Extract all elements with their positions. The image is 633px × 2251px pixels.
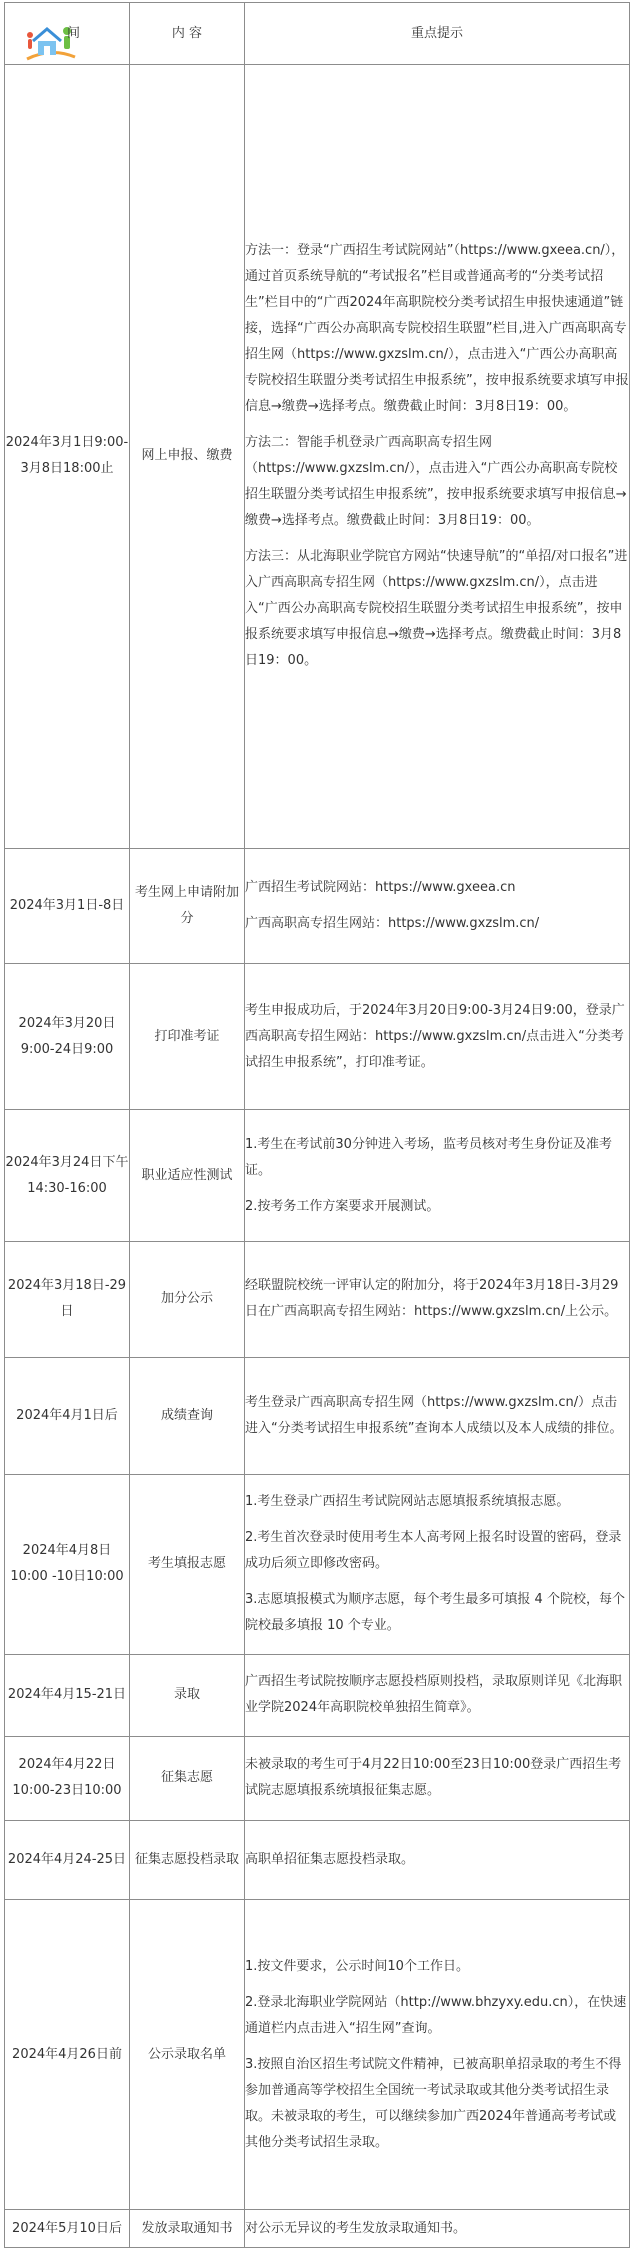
table-row <box>5 1900 630 2210</box>
row-time: 2024年3月20日9:00-24日9:00 <box>5 963 130 1110</box>
table-row <box>5 1736 630 1820</box>
table-header-row <box>5 3 630 65</box>
tip-paragraph: 方法三：从北海职业学院官方网站“快速导航”的“单招/对口报名”进入广西高职高专招生网（https://www.gxzslm.cn/），点击进入“广西公办高职高专院校招生联盟分类考试招生申报系统”，按申报系统要求填写申报信息→缴费→选择考点。缴费截止时间：3月8日19：00。 <box>245 549 628 669</box>
header-time: 间 <box>5 3 130 65</box>
row-time: 2024年3月1日-8日 <box>5 848 130 963</box>
row-time: 2024年4月26日前 <box>5 1900 130 2210</box>
row-tips <box>245 1820 630 1900</box>
row-content: 网上申报、缴费 <box>130 65 245 849</box>
row-tips <box>245 1357 630 1474</box>
tip-paragraph: 2.按考务工作方案要求开展测试。 <box>245 1198 440 1214</box>
row-content: 职业适应性测试 <box>130 1110 245 1242</box>
row-time: 2024年3月18日-29日 <box>5 1242 130 1357</box>
tip-paragraph: 经联盟院校统一评审认定的附加分，将于2024年3月18日-3月29日在广西高职高专招生网站：https://www.gxzslm.cn/上公示。 <box>245 1278 619 1320</box>
table-row <box>5 65 630 849</box>
row-tips <box>245 963 630 1110</box>
tip-paragraph: 1.考生在考试前30分钟进入考场，监考员核对考生身份证及准考证。 <box>245 1136 612 1178</box>
tip-paragraph: 3.志愿填报模式为顺序志愿，每个考生最多可填报 4 个院校，每个院校最多填报 10 个专业。 <box>245 1592 625 1634</box>
row-tips <box>245 1900 630 2210</box>
table-row <box>5 2210 630 2248</box>
row-tips <box>245 2210 630 2248</box>
tip-paragraph: 高职单招征集志愿投档录取。 <box>245 1851 415 1867</box>
tip-paragraph: 对公示无异议的考生发放录取通知书。 <box>245 2220 467 2236</box>
tip-paragraph: 广西招生考试院网站：https://www.gxeea.cn <box>245 879 516 895</box>
tip-paragraph: 方法一：登录“广西招生考试院网站”（https://www.gxeea.cn/），通过首页系统导航的“考试报名”栏目或普通高考的“分类考试招生”栏目中的“广西2024年高职院校分类考试招生申报快速通道”链接，选择“广西公办高职高专院校招生联盟”栏目,进入广西高职高专招生网（https://www.gxzslm.cn/），点击进入“广西公办高职高专院校招生联盟分类考试招生申报系统”，按申报系统要求填写申报信息→缴费→选择考点。缴费截止时间：3月8日19：00。 <box>245 243 629 415</box>
row-tips <box>245 1736 630 1820</box>
row-time: 2024年4月1日后 <box>5 1357 130 1474</box>
row-time: 2024年4月22日10:00-23日10:00 <box>5 1736 130 1820</box>
table-row <box>5 963 630 1110</box>
row-time: 2024年5月10日后 <box>5 2210 130 2248</box>
row-tips <box>245 848 630 963</box>
row-tips <box>245 1110 630 1242</box>
row-content: 公示录取名单 <box>130 1900 245 2210</box>
row-content: 录取 <box>130 1655 245 1737</box>
row-content: 发放录取通知书 <box>130 2210 245 2248</box>
row-content: 加分公示 <box>130 1242 245 1357</box>
tip-paragraph: 2.考生首次登录时使用考生本人高考网上报名时设置的密码，登录成功后须立即修改密码。 <box>245 1530 622 1572</box>
row-content: 征集志愿 <box>130 1736 245 1820</box>
row-tips <box>245 1474 630 1654</box>
header-tips: 重点提示 <box>245 3 630 65</box>
row-content: 考生填报志愿 <box>130 1474 245 1654</box>
row-content: 成绩查询 <box>130 1357 245 1474</box>
tip-paragraph: 广西高职高专招生网站：https://www.gxzslm.cn/ <box>245 915 540 931</box>
row-tips <box>245 1655 630 1737</box>
tip-paragraph: 1.按文件要求，公示时间10个工作日。 <box>245 1958 469 1974</box>
tip-paragraph: 2.登录北海职业学院网站（http://www.bhzyxy.edu.cn），在快速通道栏内点击进入“招生网”查询。 <box>245 1994 627 2036</box>
tip-paragraph: 3.按照自治区招生考试院文件精神，已被高职单招录取的考生不得参加普通高等学校招生全国统一考试录取或其他分类考试招生录取。未被录取的考生，可以继续参加广西2024年普通高考考试或其他分类考试招生录取。 <box>245 2056 622 2150</box>
tip-paragraph: 方法二：智能手机登录广西高职高专招生网（https://www.gxzslm.cn/），点击进入“广西公办高职高专院校招生联盟分类考试招生申报系统”，按申报系统要求填写申报信息→缴费→选择考点。缴费截止时间：3月8日19：00。 <box>245 435 627 529</box>
tip-paragraph: 广西招生考试院按顺序志愿投档原则投档，录取原则详见《北海职业学院2024年高职院校单独招生简章》。 <box>245 1674 623 1716</box>
header-content: 内 容 <box>130 3 245 65</box>
row-time: 2024年4月24-25日 <box>5 1820 130 1900</box>
tip-paragraph: 考生登录广西高职高专招生网（https://www.gxzslm.cn/）点击进入“分类考试招生申报系统”查询本人成绩以及本人成绩的排位。 <box>245 1394 623 1436</box>
tip-paragraph: 未被录取的考生可于4月22日10:00至23日10:00登录广西招生考试院志愿填报系统填报征集志愿。 <box>245 1757 622 1799</box>
row-tips <box>245 65 630 849</box>
tip-paragraph: 1.考生登录广西招生考试院网站志愿填报系统填报志愿。 <box>245 1494 570 1510</box>
row-time: 2024年3月24日下午14:30-16:00 <box>5 1110 130 1242</box>
table-row <box>5 848 630 963</box>
admission-schedule-table <box>4 2 630 2248</box>
table-row <box>5 1820 630 1900</box>
table-row <box>5 1110 630 1242</box>
row-time: 2024年4月8日10:00 -10日10:00 <box>5 1474 130 1654</box>
row-time: 2024年4月15-21日 <box>5 1655 130 1737</box>
table-row <box>5 1474 630 1654</box>
table-row <box>5 1242 630 1357</box>
row-content: 打印准考证 <box>130 963 245 1110</box>
row-time: 2024年3月1日9:00-3月8日18:00止 <box>5 65 130 849</box>
row-tips <box>245 1242 630 1357</box>
row-content: 考生网上申请附加分 <box>130 848 245 963</box>
row-content: 征集志愿投档录取 <box>130 1820 245 1900</box>
table-row <box>5 1357 630 1474</box>
tip-paragraph: 考生申报成功后，于2024年3月20日9:00-3月24日9:00，登录广西高职高专招生网站：https://www.gxzslm.cn/点击进入“分类考试招生申报系统”，打印准考证。 <box>245 1002 625 1070</box>
table-row <box>5 1655 630 1737</box>
